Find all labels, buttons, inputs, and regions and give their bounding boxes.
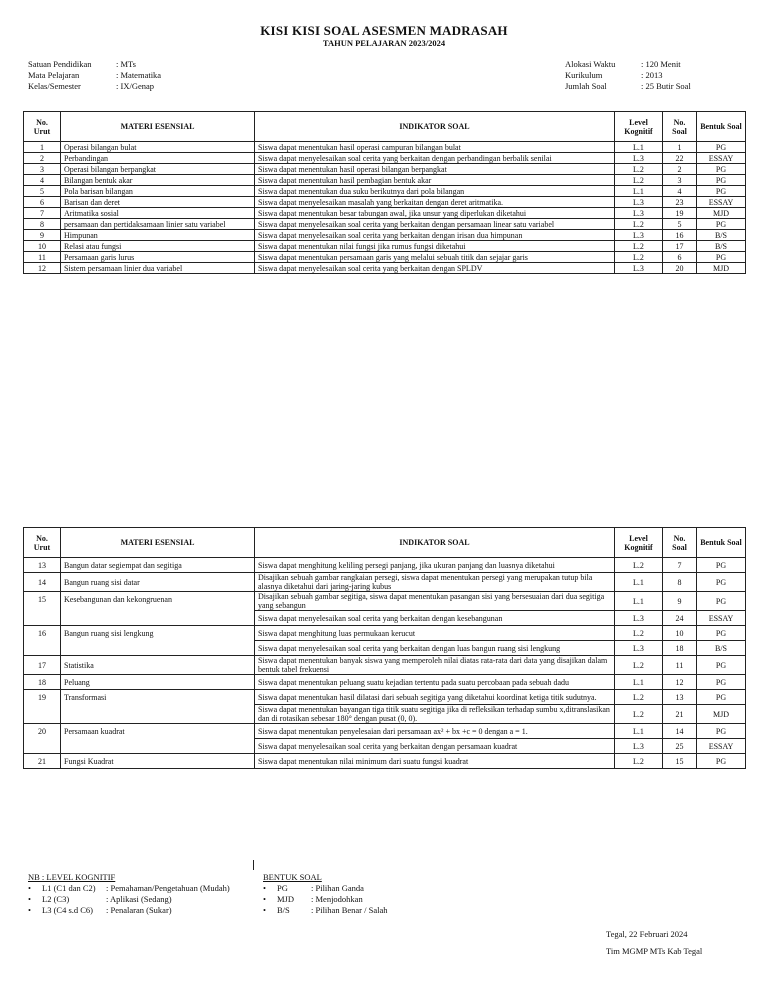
- bentuk-cell: ESSAY: [697, 153, 746, 164]
- bentuk-cell: PG: [697, 592, 746, 611]
- no-soal-cell: 20: [663, 263, 697, 274]
- meta-value: : MTs: [116, 59, 136, 69]
- row-number: 8: [24, 219, 61, 230]
- indikator-cell: Siswa dapat menyelesaikan soal cerita yang berkaitan dengan persamaan kuadrat: [255, 739, 615, 754]
- level-cell: L.3: [615, 611, 663, 626]
- table-row: [24, 252, 746, 263]
- row-number: 9: [24, 230, 61, 241]
- bentuk-cell: PG: [697, 626, 746, 641]
- no-soal-cell: 6: [663, 252, 697, 263]
- legend-item: [28, 883, 230, 894]
- header-level: Level Kognitif: [615, 112, 663, 142]
- bentuk-cell: ESSAY: [697, 611, 746, 626]
- row-number: 5: [24, 186, 61, 197]
- level-cell: L.1: [615, 186, 663, 197]
- meta-label: Alokasi Waktu: [565, 59, 616, 69]
- materi-cell: Operasi bilangan bulat: [61, 142, 255, 153]
- level-cell: L.2: [615, 219, 663, 230]
- bentuk-cell: MJD: [697, 208, 746, 219]
- header-materi: MATERI ESENSIAL: [61, 528, 255, 558]
- signature-place-date: Tegal, 22 Februari 2024: [606, 929, 688, 939]
- level-cell: L.2: [615, 241, 663, 252]
- no-soal-cell: 5: [663, 219, 697, 230]
- level-cell: L.2: [615, 164, 663, 175]
- bentuk-cell: B/S: [697, 641, 746, 656]
- indikator-cell: Siswa dapat menentukan nilai fungsi jika rumus fungsi diketahui: [255, 241, 615, 252]
- indikator-cell: Siswa dapat menentukan penyelesaian dari persamaan ax² + bx +c = 0 dengan a = 1.: [255, 724, 615, 739]
- table-row: [24, 197, 746, 208]
- row-number: 16: [24, 626, 61, 656]
- row-number: 3: [24, 164, 61, 175]
- table-row: [24, 558, 746, 573]
- row-number: 20: [24, 724, 61, 754]
- level-cell: L.2: [615, 754, 663, 769]
- header-materi: MATERI ESENSIAL: [61, 112, 255, 142]
- no-soal-cell: 9: [663, 592, 697, 611]
- materi-cell: Persamaan garis lurus: [61, 252, 255, 263]
- bentuk-cell: PG: [697, 754, 746, 769]
- notes-bentuk-heading: BENTUK SOAL: [263, 872, 322, 882]
- bentuk-cell: MJD: [697, 705, 746, 724]
- meta-value: : Matematika: [116, 70, 162, 80]
- materi-cell: Fungsi Kuadrat: [61, 754, 255, 769]
- materi-cell: Kesebangunan dan kekongruenan: [61, 592, 255, 626]
- indikator-cell: Siswa dapat menentukan nilai minimum dari suatu fungsi kuadrat: [255, 754, 615, 769]
- level-cell: L.1: [615, 724, 663, 739]
- legend-desc: : Aplikasi (Sedang): [106, 894, 172, 904]
- no-soal-cell: 8: [663, 573, 697, 592]
- level-cell: L.2: [615, 705, 663, 724]
- indikator-cell: Siswa dapat menyelesaikan soal cerita yang berkaitan dengan kesebangunan: [255, 611, 615, 626]
- indikator-cell: Disajikan sebuah gambar segitiga, siswa dapat menentukan pasangan sisi yang bersesuaian dari dua segitiga yang sebangun: [255, 592, 615, 611]
- bentuk-cell: MJD: [697, 263, 746, 274]
- row-number: 11: [24, 252, 61, 263]
- bentuk-cell: PG: [697, 164, 746, 175]
- indikator-cell: Siswa dapat menghitung keliling persegi panjang, jika ukuran panjang dan luasnya diketahui: [255, 558, 615, 573]
- legend-item: [28, 894, 230, 905]
- bentuk-cell: PG: [697, 675, 746, 690]
- row-number: 19: [24, 690, 61, 724]
- table-row: [24, 219, 746, 230]
- row-number: 7: [24, 208, 61, 219]
- level-cell: L.2: [615, 690, 663, 705]
- bullet: •: [28, 883, 31, 893]
- bullet: •: [263, 894, 266, 904]
- no-soal-cell: 13: [663, 690, 697, 705]
- row-number: 21: [24, 754, 61, 769]
- legend-desc: : Pilihan Benar / Salah: [311, 905, 388, 915]
- level-cell: L.3: [615, 230, 663, 241]
- level-cell: L.3: [615, 739, 663, 754]
- indikator-cell: Siswa dapat menentukan hasil pembagian bentuk akar: [255, 175, 615, 186]
- row-number: 2: [24, 153, 61, 164]
- meta-value: : 2013: [641, 70, 663, 80]
- no-soal-cell: 7: [663, 558, 697, 573]
- level-cell: L.3: [615, 641, 663, 656]
- row-number: 4: [24, 175, 61, 186]
- level-cell: L.1: [615, 592, 663, 611]
- legend-item: [263, 905, 388, 916]
- indikator-cell: Siswa dapat menyelesaikan soal cerita yang berkaitan dengan irisan dua himpunan: [255, 230, 615, 241]
- indikator-cell: Siswa dapat menentukan hasil operasi bilangan berpangkat: [255, 164, 615, 175]
- bentuk-cell: B/S: [697, 241, 746, 252]
- legend-desc: : Pilihan Ganda: [311, 883, 364, 893]
- no-soal-cell: 11: [663, 656, 697, 675]
- no-soal-cell: 16: [663, 230, 697, 241]
- table-row: [24, 592, 746, 611]
- bentuk-cell: PG: [697, 573, 746, 592]
- indikator-cell: Siswa dapat menghitung luas permukaan kerucut: [255, 626, 615, 641]
- meta-right: [565, 59, 691, 92]
- row-number: 14: [24, 573, 61, 592]
- no-soal-cell: 25: [663, 739, 697, 754]
- notes-bentuk-soal: [263, 872, 388, 916]
- no-soal-cell: 2: [663, 164, 697, 175]
- row-number: 13: [24, 558, 61, 573]
- legend-code: MJD: [277, 894, 295, 904]
- table-row: [24, 573, 746, 592]
- header-indikator: INDIKATOR SOAL: [255, 528, 615, 558]
- legend-desc: : Penalaran (Sukar): [106, 905, 172, 915]
- table-row: [24, 675, 746, 690]
- table-row: [24, 263, 746, 274]
- indikator-cell: Disajikan sebuah gambar rangkaian persegi, siswa dapat menentukan persegi yang merupakan tutup bila alasnya diketahui dari jaring-jaring kubus: [255, 573, 615, 592]
- table-row: [24, 153, 746, 164]
- legend-code: L1 (C1 dan C2): [42, 883, 96, 893]
- legend-item: [263, 883, 388, 894]
- header-bentuk: Bentuk Soal: [697, 528, 746, 558]
- row-number: 15: [24, 592, 61, 626]
- level-cell: L.3: [615, 153, 663, 164]
- indikator-cell: Siswa dapat menentukan hasil operasi campuran bilangan bulat: [255, 142, 615, 153]
- level-cell: L.1: [615, 573, 663, 592]
- no-soal-cell: 12: [663, 675, 697, 690]
- row-number: 12: [24, 263, 61, 274]
- meta-row: [565, 59, 691, 70]
- table-row: [24, 230, 746, 241]
- no-soal-cell: 1: [663, 142, 697, 153]
- row-number: 17: [24, 656, 61, 675]
- level-cell: L.3: [615, 263, 663, 274]
- bentuk-cell: PG: [697, 252, 746, 263]
- materi-cell: Barisan dan deret: [61, 197, 255, 208]
- bentuk-cell: B/S: [697, 230, 746, 241]
- notes-level-kognitif: [28, 872, 230, 916]
- kisi-table-2: [23, 527, 746, 769]
- materi-cell: persamaan dan pertidaksamaan linier satu variabel: [61, 219, 255, 230]
- bentuk-cell: PG: [697, 175, 746, 186]
- kisi-table-1: [23, 111, 746, 274]
- bentuk-cell: ESSAY: [697, 197, 746, 208]
- no-soal-cell: 4: [663, 186, 697, 197]
- no-soal-cell: 23: [663, 197, 697, 208]
- document-subtitle: TAHUN PELAJARAN 2023/2024: [322, 38, 446, 48]
- header-bentuk: Bentuk Soal: [697, 112, 746, 142]
- meta-value: : 120 Menit: [641, 59, 681, 69]
- materi-cell: Transformasi: [61, 690, 255, 724]
- no-soal-cell: 21: [663, 705, 697, 724]
- bullet: •: [263, 883, 266, 893]
- materi-cell: Peluang: [61, 675, 255, 690]
- divider-line: [253, 860, 254, 870]
- header-level: Level Kognitif: [615, 528, 663, 558]
- no-soal-cell: 3: [663, 175, 697, 186]
- legend-desc: : Menjodohkan: [311, 894, 363, 904]
- table-row: [24, 164, 746, 175]
- level-cell: L.2: [615, 175, 663, 186]
- meta-value: : 25 Butir Soal: [641, 81, 691, 91]
- indikator-cell: Siswa dapat menentukan hasil dilatasi dari sebuah segitiga yang diketahui koordinat ketiga titik sudutnya.: [255, 690, 615, 705]
- legend-code: B/S: [277, 905, 290, 915]
- materi-cell: Bilangan bentuk akar: [61, 175, 255, 186]
- no-soal-cell: 24: [663, 611, 697, 626]
- materi-cell: Bangun ruang sisi lengkung: [61, 626, 255, 656]
- no-soal-cell: 15: [663, 754, 697, 769]
- meta-label: Satuan Pendidikan: [28, 59, 92, 69]
- indikator-cell: Siswa dapat menentukan persamaan garis yang melalui sebuah titik dan sejajar garis: [255, 252, 615, 263]
- table-row: [24, 142, 746, 153]
- indikator-cell: Siswa dapat menentukan besar tabungan awal, jika unsur yang diperlukan diketahui: [255, 208, 615, 219]
- meta-row: [565, 81, 691, 92]
- materi-cell: Bangun datar segiempat dan segitiga: [61, 558, 255, 573]
- table-row: [24, 656, 746, 675]
- table-row: [24, 754, 746, 769]
- indikator-cell: Siswa dapat menyelesaikan soal cerita yang berkaitan dengan SPLDV: [255, 263, 615, 274]
- legend-code: L2 (C3): [42, 894, 70, 904]
- materi-cell: Relasi atau fungsi: [61, 241, 255, 252]
- meta-label: Mata Pelajaran: [28, 70, 80, 80]
- meta-row: [28, 81, 161, 92]
- row-number: 18: [24, 675, 61, 690]
- signature-team: Tim MGMP MTs Kab Tegal: [606, 946, 703, 956]
- legend-item: [28, 905, 230, 916]
- bentuk-cell: PG: [697, 186, 746, 197]
- no-soal-cell: 18: [663, 641, 697, 656]
- no-soal-cell: 17: [663, 241, 697, 252]
- indikator-cell: Siswa dapat menentukan dua suku berikutnya dari pola bilangan: [255, 186, 615, 197]
- table-row: [24, 241, 746, 252]
- header-no-soal: No. Soal: [663, 528, 697, 558]
- row-number: 1: [24, 142, 61, 153]
- header-indikator: INDIKATOR SOAL: [255, 112, 615, 142]
- indikator-cell: Siswa dapat menyelesaikan soal cerita yang berkaitan dengan luas bangun ruang sisi lengkung: [255, 641, 615, 656]
- materi-cell: Perbandingan: [61, 153, 255, 164]
- notes-level-heading: NB : LEVEL KOGNITIF: [28, 872, 116, 882]
- materi-cell: Sistem persamaan linier dua variabel: [61, 263, 255, 274]
- materi-cell: Pola barisan bilangan: [61, 186, 255, 197]
- no-soal-cell: 10: [663, 626, 697, 641]
- legend-code: PG: [277, 883, 288, 893]
- table-row: [24, 626, 746, 641]
- indikator-cell: Siswa dapat menentukan banyak siswa yang memperoleh nilai diatas rata-rata dari data yang disajikan dalam bentuk tabel frekuensi: [255, 656, 615, 675]
- meta-value: : IX/Genap: [116, 81, 155, 91]
- meta-label: Jumlah Soal: [565, 81, 607, 91]
- indikator-cell: Siswa dapat menyelesaikan soal cerita yang berkaitan dengan persamaan linear satu variabel: [255, 219, 615, 230]
- bentuk-cell: PG: [697, 690, 746, 705]
- meta-row: [565, 70, 691, 81]
- table-row: [24, 208, 746, 219]
- materi-cell: Persamaan kuadrat: [61, 724, 255, 754]
- meta-label: Kurikulum: [565, 70, 603, 80]
- legend-item: [263, 894, 388, 905]
- table-row: [24, 690, 746, 705]
- document-title: KISI KISI SOAL ASESMEN MADRASAH: [260, 23, 508, 38]
- level-cell: L.1: [615, 142, 663, 153]
- level-cell: L.2: [615, 656, 663, 675]
- indikator-cell: Siswa dapat menentukan bayangan tiga titik suatu segitiga jika di refleksikan terhadap sumbu x,ditranslasikan dan di rotasikan sebesar 180° dengan pusat (0, 0).: [255, 705, 615, 724]
- bentuk-cell: PG: [697, 219, 746, 230]
- bullet: •: [28, 894, 31, 904]
- bentuk-cell: PG: [697, 724, 746, 739]
- meta-left: [28, 59, 161, 92]
- legend-desc: : Pemahaman/Pengetahuan (Mudah): [106, 883, 230, 893]
- header-no-soal: No. Soal: [663, 112, 697, 142]
- row-number: 6: [24, 197, 61, 208]
- bentuk-cell: PG: [697, 558, 746, 573]
- level-cell: L.1: [615, 675, 663, 690]
- bullet: •: [263, 905, 266, 915]
- no-soal-cell: 19: [663, 208, 697, 219]
- bentuk-cell: PG: [697, 142, 746, 153]
- materi-cell: Himpunan: [61, 230, 255, 241]
- level-cell: L.2: [615, 626, 663, 641]
- header-no-urut: No. Urut: [24, 528, 61, 558]
- meta-label: Kelas/Semester: [28, 81, 81, 91]
- meta-row: [28, 70, 161, 81]
- level-cell: L.3: [615, 197, 663, 208]
- bentuk-cell: PG: [697, 656, 746, 675]
- materi-cell: Bangun ruang sisi datar: [61, 573, 255, 592]
- bullet: •: [28, 905, 31, 915]
- table-row: [24, 186, 746, 197]
- no-soal-cell: 14: [663, 724, 697, 739]
- indikator-cell: Siswa dapat menentukan peluang suatu kejadian tertentu pada suatu percobaan pada sebuah dadu: [255, 675, 615, 690]
- no-soal-cell: 22: [663, 153, 697, 164]
- level-cell: L.3: [615, 208, 663, 219]
- indikator-cell: Siswa dapat menyelesaikan soal cerita yang berkaitan dengan perbandingan berbalik senilai: [255, 153, 615, 164]
- level-cell: L.2: [615, 558, 663, 573]
- table-row: [24, 175, 746, 186]
- meta-row: [28, 59, 161, 70]
- header-no-urut: No. Urut: [24, 112, 61, 142]
- row-number: 10: [24, 241, 61, 252]
- materi-cell: Statistika: [61, 656, 255, 675]
- materi-cell: Operasi bilangan berpangkat: [61, 164, 255, 175]
- indikator-cell: Siswa dapat menyelesaikan masalah yang berkaitan dengan deret aritmatika.: [255, 197, 615, 208]
- table-row: [24, 724, 746, 739]
- legend-code: L3 (C4 s.d C6): [42, 905, 93, 915]
- bentuk-cell: ESSAY: [697, 739, 746, 754]
- level-cell: L.2: [615, 252, 663, 263]
- materi-cell: Aritmatika sosial: [61, 208, 255, 219]
